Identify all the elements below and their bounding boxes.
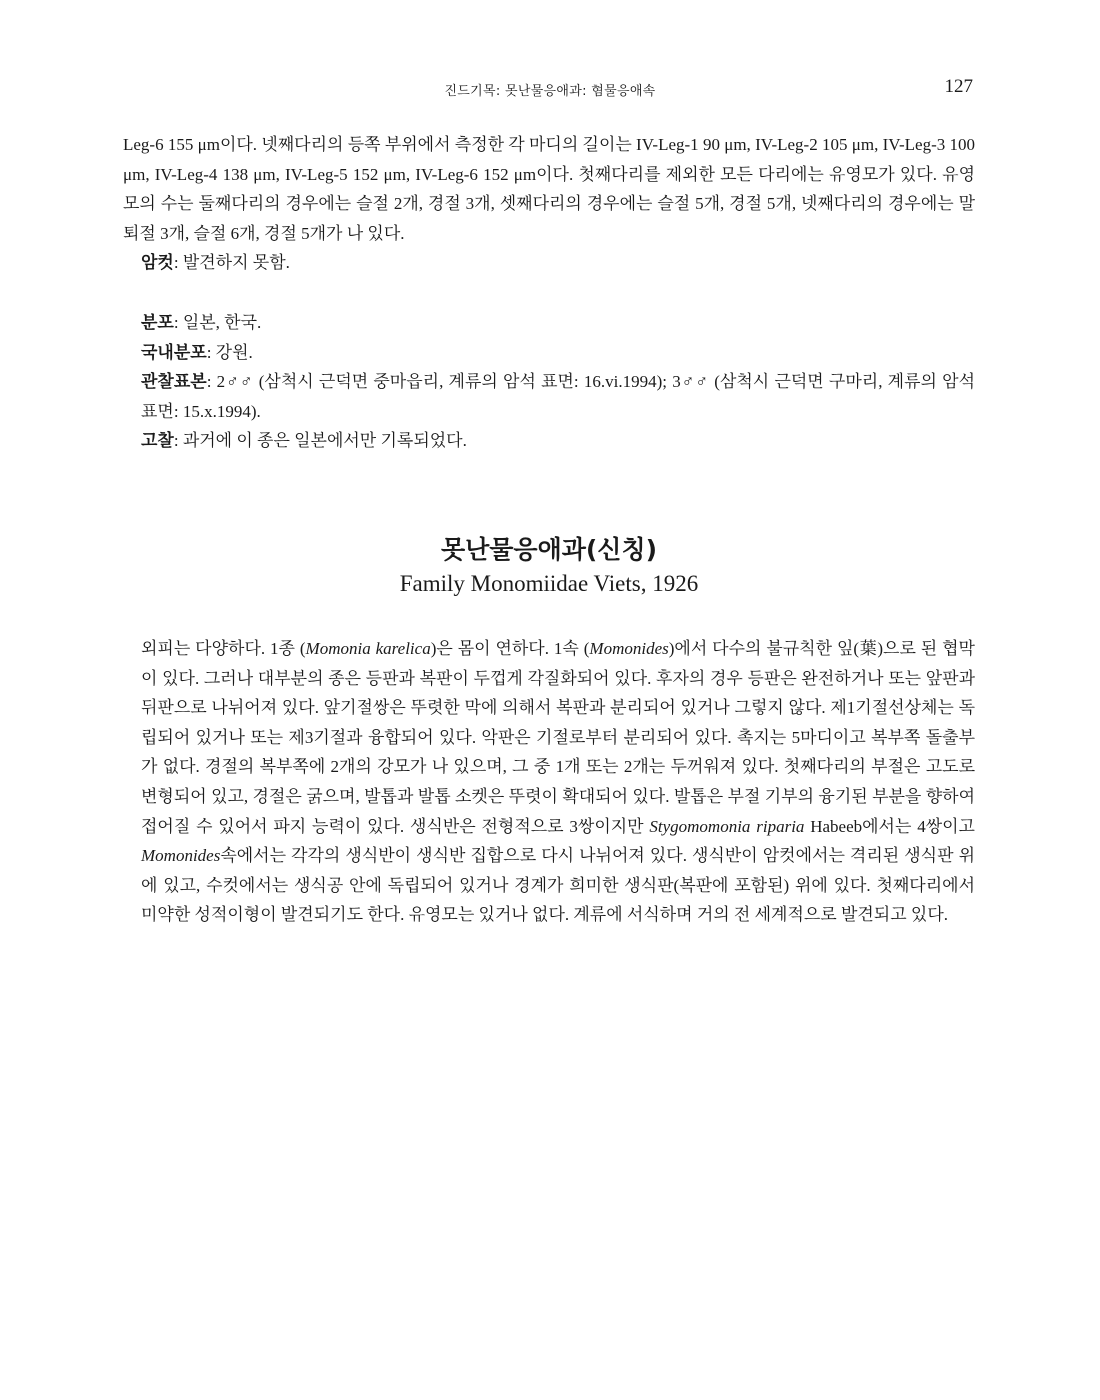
family-heading: [123, 532, 975, 600]
domestic-distribution-text: : 강원.: [206, 342, 253, 362]
description-text: 속에서는 각각의 생식반이 생식반 집합으로 다시 나뉘어져 있다. 생식반이 암컷에서는 격리된 생식판 위에 있고, 수컷에서는 생식공 안에 독립되어 있거나 경계가 희미한 생식판(복판에 포함된) 위에 있다. 첫째다리에서 미약한 성적이형이 발견되기도 한다. 유영모는 있거나 없다. 계류에 서식하며 거의 전 세계적으로 발견되고 있다.: [141, 846, 975, 925]
distribution-label: 분포: [141, 312, 174, 332]
female-label: 암컷: [141, 253, 174, 273]
page-body: [123, 130, 975, 930]
species-name: Stygomomonia riparia: [649, 816, 805, 836]
spacer: [123, 456, 975, 532]
distribution-text: : 일본, 한국.: [173, 312, 262, 332]
distribution-note: [123, 308, 975, 338]
page-number: 127: [944, 76, 973, 97]
domestic-distribution-label: 국내분포: [141, 342, 207, 362]
specimens-text: : 2♂♂ (삼척시 근덕면 중마읍리, 계류의 암석 표면: 16.vi.1994); 3♂♂ (삼척시 근덕면 구마리, 계류의 암석 표면: 15.x.1994).: [141, 372, 975, 421]
genus-name: Momonides: [589, 638, 669, 658]
running-header: [0, 76, 1100, 98]
remarks-note: [123, 426, 975, 456]
description-text: )에서 다수의 불규칙한 잎(葉)으로 된 협막이 있다. 그러나 대부분의 종은 등판과 복판이 두껍게 각질화되어 있다. 후자의 경우 등판은 완전하거나 또는 앞판과 뒤판으로 나뉘어져 있다. 앞기절쌍은 뚜렷한 막에 의해서 복판과 분리되어 있거나 그렇지 않다. 제1기절선상체는 독립되어 있거나 또는 제3기절과 융합되어 있다. 악판은 기절로부터 분리되어 있다. 촉지는 5마디이고 복부쪽 돌출부가 없다. 경절의 복부쪽에 2개의 강모가 나 있으며, 그 중 1개 또는 2개는 두꺼워져 있다. 첫째다리의 부절은 고도로 변형되어 있고, 경절은 굵으며, 발톱과 발톱 소켓은 뚜렷이 확대되어 있다. 발톱은 부절 기부의 융기된 부분을 향하여 접어질 수 있어서 파지 능력이 있다. 생식반은 전형적으로 3쌍이지만: [141, 638, 975, 836]
specimens-note: [123, 367, 975, 426]
family-title-korean: 못난물응애과(신칭): [440, 534, 658, 564]
family-title-latin: Family Monomiidae Viets, 1926: [399, 570, 699, 596]
domestic-distribution-note: [123, 338, 975, 368]
spacer: [123, 278, 975, 308]
description-text: Habeeb에서는 4쌍이고: [804, 816, 975, 836]
description-text: 외피는 다양하다. 1종 (: [141, 638, 306, 658]
family-description-paragraph: [123, 634, 975, 930]
spacer: [123, 600, 975, 634]
species-name: Momonia karelica: [305, 638, 431, 658]
remarks-label: 고찰: [141, 431, 174, 451]
running-title: 진드기목: 못난물응애과: 혐물응애속: [444, 84, 656, 99]
leg-measurement-paragraph: Leg-6 155 μm이다. 넷째다리의 등쪽 부위에서 측정한 각 마디의 길이는 IV-Leg-1 90 μm, IV-Leg-2 105 μm, IV-Leg-3 100 μm, IV-Leg-4 138 μm, IV-Leg-5 152 μm, IV-Leg-6 152 μm이다. 첫째다리를 제외한 모든 다리에는 유영모가 있다. 유영모의 수는 둘째다리의 경우에는 슬절 2개, 경절 3개, 셋째다리의 경우에는 슬절 5개, 경절 5개, 넷째다리의 경우에는 말퇴절 3개, 슬절 6개, 경절 5개가 나 있다.: [123, 135, 975, 243]
specimens-label: 관찰표본: [141, 372, 207, 392]
remarks-text: : 과거에 이 종은 일본에서만 기록되었다.: [173, 431, 467, 451]
female-note: [123, 248, 975, 278]
description-text: )은 몸이 연하다. 1속 (: [430, 638, 590, 658]
female-text: : 발견하지 못함.: [173, 253, 290, 273]
genus-name: Momonides: [141, 846, 221, 866]
